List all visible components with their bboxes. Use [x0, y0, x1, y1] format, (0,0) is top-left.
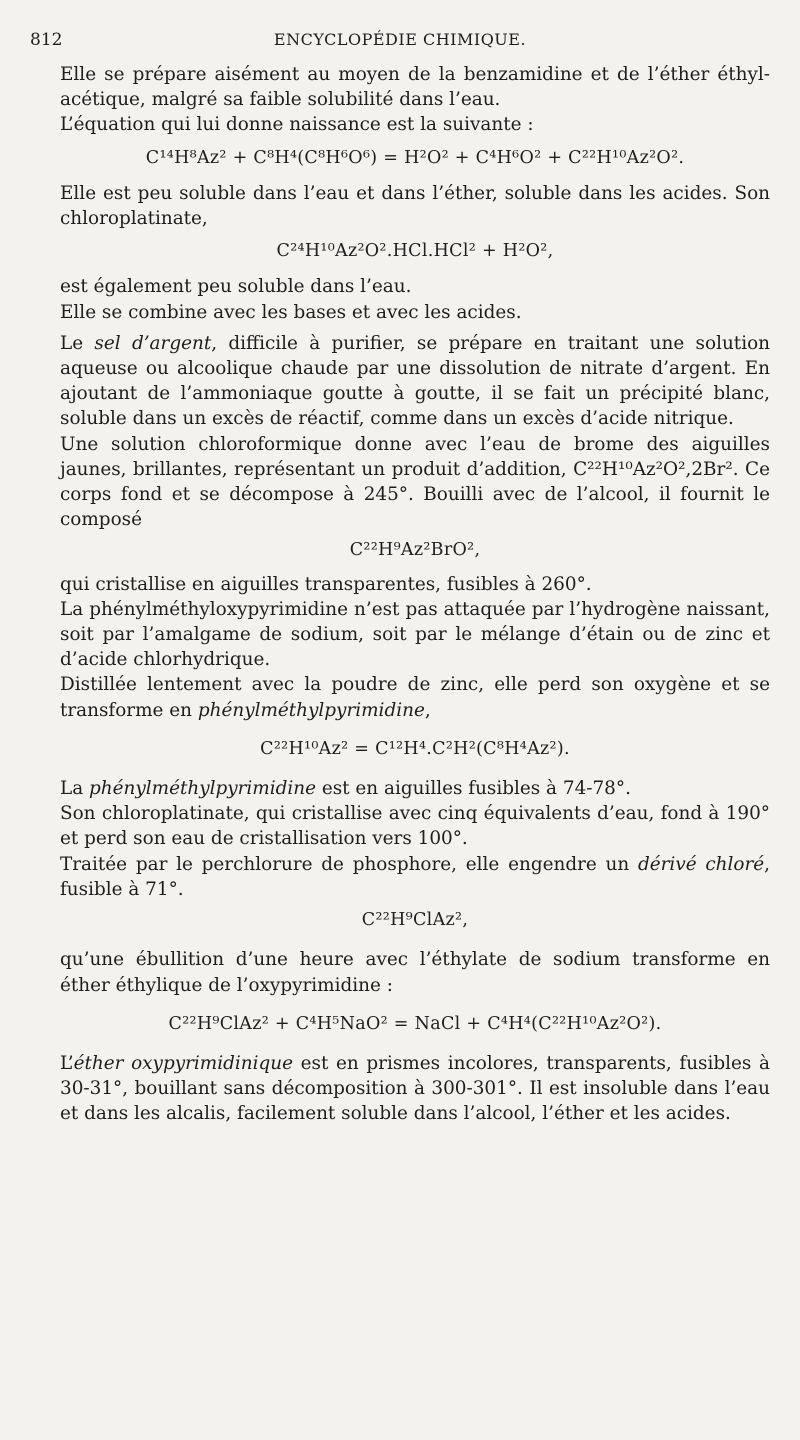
paragraph: Elle est peu soluble dans l’eau et dans l’éther, soluble dans les acides. Son chloroplatinate, [60, 182, 770, 230]
paragraph: L’équation qui lui donne naissance est la suivante : [60, 114, 534, 136]
text-run: L’ [60, 1052, 74, 1074]
paragraph [60, 672, 770, 722]
paragraph [60, 852, 770, 902]
formula: C²²H⁹Az²BrO², [349, 540, 481, 561]
italic-term: phénylméthylpyrimidine [197, 699, 425, 721]
running-title: ENCYCLOPÉDIE CHIMIQUE. [273, 30, 527, 49]
paragraph: La phénylméthyloxypyrimidine n’est pas attaquée par l’hydrogène naissant, soit par l’amalgame de sodium, soit par le mélange d’étain ou de zinc et d’acide chlorhydrique. [60, 598, 770, 671]
paragraph: Son chloroplatinate, qui cristallise avec cinq équivalents d’eau, fond à 190° et perd son eau de cristallisation vers 100°. [60, 803, 770, 850]
formula: C¹⁴H⁸Az² + C⁸H⁴(C⁸H⁶O⁶) = H²O² + C⁴H⁶O² + C²²H¹⁰Az²O². [145, 147, 685, 168]
text-run: , difficile à purifier, se prépare en traitant une solution aqueuse ou alcoolique chaude par une dissolution de nitrate d’argent. En ajoutant de l’ammoniaque goutte à goutte, il se fait un précipité blanc, soluble dans un excès de réactif, comme dans un excès d’acide nitrique. [60, 332, 770, 430]
formula: C²²H¹⁰Az² = C¹²H⁴.C²H²(C⁸H⁴Az²). [260, 738, 570, 759]
paragraph [60, 331, 770, 432]
paragraph: Elle se prépare aisément au moyen de la benzamidine et de l’éther éthylacétique, malgré sa faible solubilité dans l’eau. [60, 64, 770, 111]
paragraph [60, 1051, 770, 1127]
paragraph: qu’une ébullition d’une heure avec l’éthylate de sodium transforme en éther éthylique de l’oxypyrimidine : [60, 949, 770, 996]
paragraph: est également peu soluble dans l’eau. [60, 276, 412, 298]
text-run: est en aiguilles fusibles à 74-78°. [316, 778, 631, 800]
paragraph: qui cristallise en aiguilles transparentes, fusibles à 260°. [60, 573, 592, 595]
text-run: est en prismes incolores, transparents, fusibles à 30-31°, bouillant sans décomposition à 300-301°. Il est insoluble dans l’eau et dans les alcalis, facilement soluble dans l’alcool, l’éther et les acides. [60, 1052, 770, 1125]
text-run: Distillée lentement avec la poudre de zinc, elle perd son oxygène et se transforme en [60, 674, 770, 721]
text-run: , [424, 699, 431, 721]
italic-term: phénylméthylpyrimidine [89, 778, 317, 800]
formula: C²⁴H¹⁰Az²O².HCl.HCl² + H²O², [276, 241, 554, 262]
italic-term: sel d’argent [94, 332, 212, 354]
formula: C²²H⁹ClAz², [361, 910, 469, 931]
italic-term: éther oxypyrimidinique [73, 1052, 293, 1074]
text-run: Le [60, 332, 95, 354]
paragraph [60, 776, 770, 801]
text-run: La [60, 778, 90, 800]
page-number: 812 [30, 30, 63, 50]
paragraph: Elle se combine avec les bases et avec les acides. [60, 301, 522, 323]
text-run: , fusible à 71°. [60, 853, 770, 900]
page-header [30, 30, 770, 60]
italic-term: dérivé chloré [637, 853, 765, 875]
page-body [60, 62, 770, 1127]
formula: C²²H⁹ClAz² + C⁴H⁵NaO² = NaCl + C⁴H⁴(C²²H¹⁰Az²O²). [168, 1013, 662, 1034]
text-run: Traitée par le perchlorure de phosphore, elle engendre un [60, 853, 638, 875]
paragraph: Une solution chloroformique donne avec l’eau de brome des aiguilles jaunes, brillantes, représentant un produit d’addition, C²²H¹⁰Az²O²,2Br². Ce corps fond et se décompose à 245°. Bouilli avec de l’alcool, il fournit le composé [60, 433, 770, 531]
